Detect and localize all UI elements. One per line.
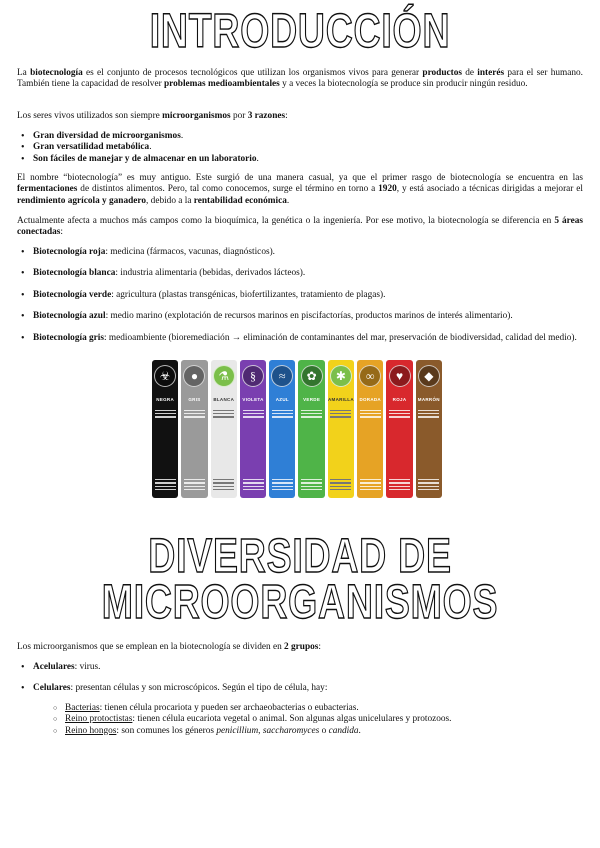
strip-footer xyxy=(360,477,381,492)
intro-paragraph-4: Actualmente afecta a muchos más campos como la bioquímica, la genética o la ingeniería. Por ese motivo, la biotecnología se diferencia en 5 áreas conectadas: xyxy=(17,216,583,238)
strip-footer xyxy=(184,477,205,492)
diversity-paragraph-1: Los microorganismos que se emplean en la biotecnología se dividen en 2 grupos: xyxy=(17,642,321,652)
food-icon: ✱ xyxy=(330,365,352,387)
list-item: • Celulares: presentan células y son microscópicos. Según el tipo de célula, hay: ○ Bacterias: tienen célula procariota y pueden ser archaeobacterias o eubacterias. ○ Reino protoctistas: tienen célula eucariota vegetal o animal. Son algunas algas unicelulares y protozoos. ○ Reino hongos: son comunes los géneros penicillium, saccharomyces o candida. xyxy=(17,683,583,737)
document-icon: § xyxy=(242,365,264,387)
dna-icon: ∞ xyxy=(359,365,381,387)
strip-verde xyxy=(298,360,324,498)
strip-blanca xyxy=(211,360,237,498)
list-item: • Biotecnología gris: medioambiente (bioremediación → eliminación de contaminantes del mar, preservación de biodiversidad, calidad del medio). xyxy=(17,333,583,344)
list-item: ○ Bacterias: tienen célula procariota y pueden ser archaeobacterias o eubacterias. xyxy=(33,703,583,714)
strip-description xyxy=(243,408,264,420)
plant-icon: ✿ xyxy=(301,365,323,387)
groups-list xyxy=(17,662,583,737)
strip-amarilla xyxy=(328,360,354,498)
cow-icon: ◆ xyxy=(418,365,440,387)
strip-violeta xyxy=(240,360,266,498)
strip-description xyxy=(213,408,234,420)
strip-description xyxy=(418,408,439,420)
list-item: • Biotecnología blanca: industria alimentaria (bebidas, derivados lácteos). xyxy=(17,268,583,279)
strip-label: BLANCA xyxy=(213,397,235,402)
strip-marrón xyxy=(416,360,442,498)
strip-negra xyxy=(152,360,178,498)
strip-footer xyxy=(389,477,410,492)
fish-icon: ≈ xyxy=(271,365,293,387)
list-item: • Gran diversidad de microorganismos. xyxy=(17,131,583,142)
strip-label: ROJA xyxy=(392,397,407,402)
strip-gris xyxy=(181,360,207,498)
bacteria-icon: ● xyxy=(183,365,205,387)
list-item: • Gran versatilidad metabólica. xyxy=(17,142,583,153)
list-item: • Son fáciles de manejar y de almacenar en un laboratorio. xyxy=(17,154,583,165)
list-item: ○ Reino protoctistas: tienen célula eucariota vegetal o animal. Son algunas algas unicelulares y protozoos. xyxy=(33,714,583,725)
list-item: • Biotecnología verde: agricultura (plastas transgénicas, biofertilizantes, tratamiento de plagas). xyxy=(17,290,583,301)
strip-description xyxy=(272,408,293,420)
section-title-diversidad xyxy=(66,530,534,629)
intro-paragraph-2: Los seres vivos utilizados son siempre microorganismos por 3 razones: xyxy=(17,111,288,121)
strip-roja xyxy=(386,360,412,498)
list-item: • Biotecnología roja: medicina (fármacos, vacunas, diagnósticos). xyxy=(17,247,583,258)
strip-dorada xyxy=(357,360,383,498)
biotechnology-colors-figure xyxy=(152,360,442,498)
intro-paragraph-1: La biotecnología es el conjunto de procesos tecnológicos que utilizan los organismos vivos para generar productos de interés para el ser humano. También tiene la capacidad de resolver problemas medioambientales y a veces la biotecnología se produce sin producir ningún residuo. xyxy=(17,68,583,90)
strip-description xyxy=(155,408,176,420)
areas-list xyxy=(17,247,583,344)
heart-icon: ♥ xyxy=(389,365,411,387)
strip-label: GRIS xyxy=(188,397,201,402)
biohazard-icon: ☣ xyxy=(154,365,176,387)
strip-label: VIOLETA xyxy=(242,397,264,402)
kingdoms-list xyxy=(33,703,583,737)
intro-paragraph-3: El nombre “biotecnología” es muy antiguo. Este surgió de una manera casual, ya que el primer rasgo de biotecnología se encuentra en las fermentaciones de distintos alimentos. Pero, tal como conocemos, surge el término en torno a 1920, y está asociado a técnicas dirigidas a mejorar el rendimiento agrícola y ganadero, debido a la rentabilidad económica. xyxy=(17,173,583,206)
page-title-introduccion: INTRODUCCIÓN xyxy=(149,5,451,58)
strip-footer xyxy=(155,477,176,492)
strip-description xyxy=(360,408,381,420)
strip-footer xyxy=(272,477,293,492)
strip-description xyxy=(389,408,410,420)
list-item: ○ Reino hongos: son comunes los géneros penicillium, saccharomyces o candida. xyxy=(33,726,583,737)
strip-label: MARRÓN xyxy=(417,397,440,402)
strip-footer xyxy=(213,477,234,492)
list-item: • Acelulares: virus. xyxy=(17,662,583,673)
strip-description xyxy=(330,408,351,420)
strip-footer xyxy=(330,477,351,492)
list-item: • Biotecnología azul: medio marino (explotación de recursos marinos en piscifactorías, productos marinos de interés alimentario). xyxy=(17,311,583,322)
strip-footer xyxy=(301,477,322,492)
strip-footer xyxy=(243,477,264,492)
strip-label: DORADA xyxy=(359,397,381,402)
reasons-list xyxy=(17,131,583,165)
strip-footer xyxy=(418,477,439,492)
strip-label: AMARILLA xyxy=(327,397,354,402)
section-title-line-2: MICROORGANISMOS xyxy=(101,576,499,629)
strip-description xyxy=(184,408,205,420)
section-title-line-1: DIVERSIDAD DE xyxy=(148,530,452,583)
strip-label: VERDE xyxy=(303,397,321,402)
strip-label: NEGRA xyxy=(156,397,175,402)
strip-description xyxy=(301,408,322,420)
strip-label: AZUL xyxy=(275,397,289,402)
strip-azul xyxy=(269,360,295,498)
flask-icon: ⚗ xyxy=(213,365,235,387)
